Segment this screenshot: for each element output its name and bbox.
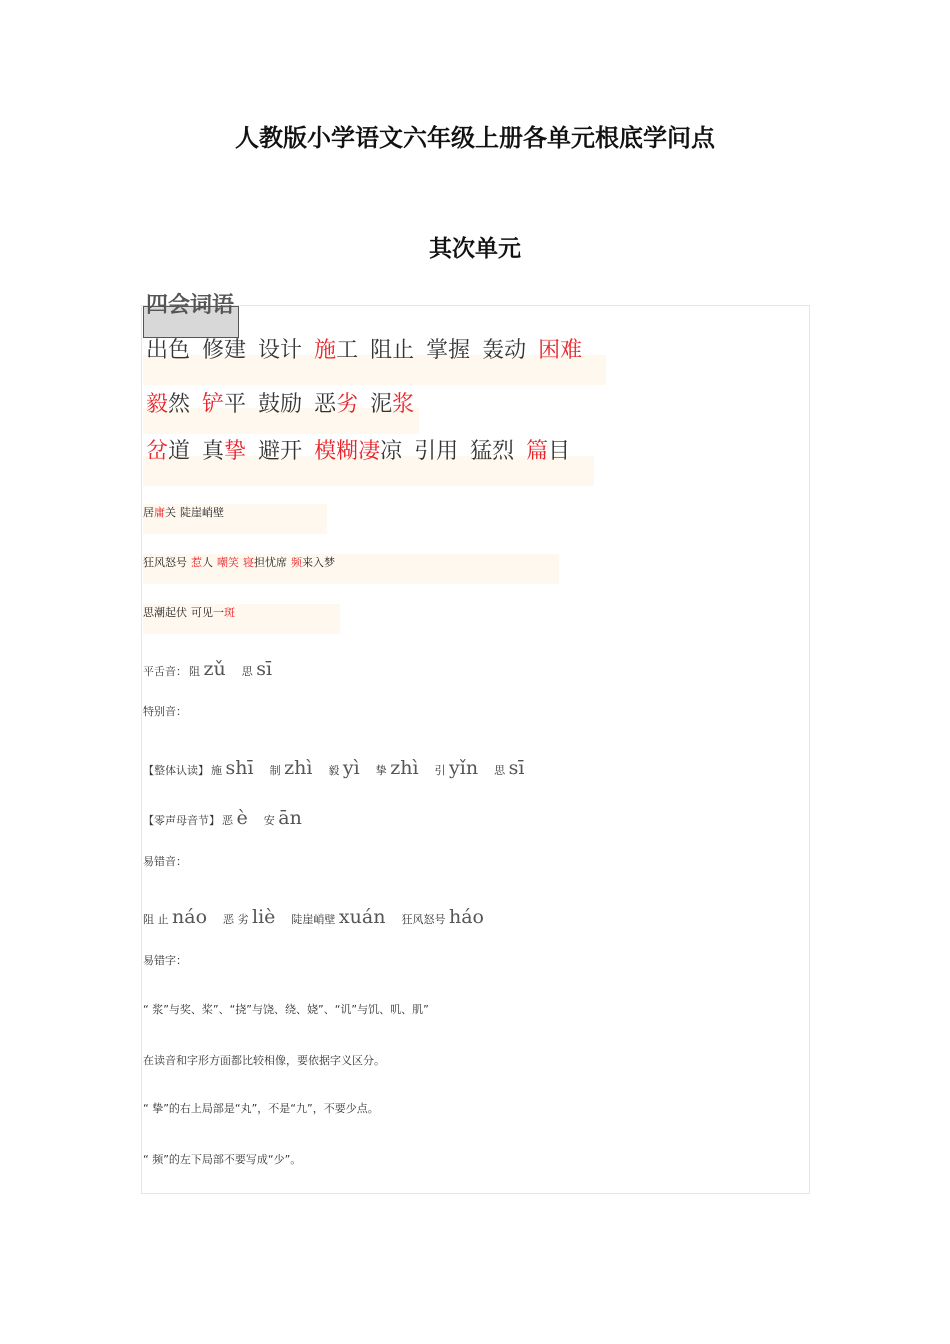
word-part: 猛烈 [470,439,515,464]
pinyin-reading: zhì [284,757,313,779]
word [482,338,526,363]
error-char-note-4: “ 频”的左下局部不要写成“少”。 [143,1153,302,1166]
word-part: 工 [336,338,359,363]
word [146,392,190,417]
error-sound-label: 易错音： [143,855,187,868]
word-part: 可见一 [191,606,224,619]
pinyin-reading: zhì [390,757,419,779]
word-key-char: 岔 [146,439,169,464]
phrase-row-3 [143,604,239,620]
pinyin-reading: háo [448,906,484,928]
word-key-char: 毅 [146,392,169,417]
pinyin-reading: yǐn [449,757,479,779]
word-key-char: 庸 [154,506,165,519]
pinyin-reading: liè [252,906,276,928]
word [217,556,239,569]
word [143,606,187,619]
pinyin-reading: náo [172,906,208,928]
pinyin-char: 施 [211,764,226,777]
word-part: 目 [548,439,571,464]
word-part: 引用 [414,439,459,464]
document-title: 人教版小学语文六年级上册各单元根底学问点 [235,123,715,152]
error-char-note-1: “ 浆”与奖、桨”、“挠”与饶、绕、娆”、“讥”与饥、叽、肌” [143,1003,429,1016]
pinyin-reading: sī [256,658,273,680]
error-char-note-3: “ 挚”的右上局部是“丸”，不是“九”，不要少点。 [143,1102,379,1115]
word-part: 狂风怒号 [143,556,187,569]
word [314,392,358,417]
word [538,338,582,363]
word [291,556,335,569]
word-key-char: 嘲笑 [217,556,239,569]
word [243,556,287,569]
error-sound-line [143,906,500,928]
pinyin-reading: yì [342,757,360,779]
phrase-row-2 [143,554,339,570]
pinyin-char: 恶 劣 [223,913,253,926]
word [202,338,246,363]
pinyin-char: 安 [263,814,279,827]
word [370,392,414,417]
word [426,338,470,363]
section-heading: 四会词语 [146,292,235,318]
vocab-row-3 [146,434,582,465]
whole-syllable-line [143,757,540,779]
special-sound-label: 特别音： [143,705,187,718]
pinyin-char: 引 [434,764,450,777]
pinyin-char: 狂风怒号 [401,913,449,926]
flat-tongue-line [143,658,288,680]
pinyin-char: 阻 [189,665,204,678]
word [314,338,358,363]
word-part: 设计 [258,338,303,363]
word-part: 然 [168,392,191,417]
word-part: 修建 [202,338,247,363]
pinyin-char: 思 [494,764,509,777]
word-part: 人 [202,556,213,569]
pinyin-reading: xuán [338,906,386,928]
word [370,338,414,363]
word-part: 避开 [258,439,303,464]
pinyin-char: 毅 [328,764,343,777]
word [143,506,176,519]
error-char-label: 易错字： [143,954,187,967]
word [526,439,570,464]
error-char-note-2: 在读音和字形方面都比较相像，要依据字义区分。 [143,1054,385,1067]
word [414,439,458,464]
word-part: 道 [168,439,191,464]
word [202,439,246,464]
word-part: 鼓励 [258,392,303,417]
word [258,338,302,363]
word [470,439,514,464]
word-part: 陡崖峭壁 [180,506,224,519]
word-key-char: 惹 [191,556,202,569]
pinyin-char: 阻 止 [143,913,172,926]
pinyin-label: 【零声母音节】 [143,814,220,827]
pinyin-char: 恶 [222,814,237,827]
word-part: 关 [165,506,176,519]
word-key-char: 困难 [538,338,583,363]
pinyin-reading: shī [225,757,254,779]
pinyin-char: 制 [269,764,285,777]
word-part: 居 [143,506,154,519]
word-key-char: 铲 [202,392,225,417]
word-part: 来入梦 [302,556,335,569]
word-key-char: 篇 [526,439,549,464]
word [180,506,224,519]
word-key-char: 浆 [392,392,415,417]
word-part: 掌握 [426,338,471,363]
pinyin-char: 思 [241,665,257,678]
word-part: 轰动 [482,338,527,363]
pinyin-reading: zǔ [203,658,226,680]
word-key-char: 寝 [243,556,254,569]
vocab-row-2 [146,387,426,418]
pinyin-reading: sī [508,757,525,779]
word-part: 泥 [370,392,393,417]
pinyin-reading: è [236,807,248,829]
word-key-char: 频 [291,556,302,569]
word [202,392,246,417]
word [258,392,302,417]
word-part: 出色 [146,338,191,363]
word-part: 平 [224,392,247,417]
word [314,439,402,464]
unit-title: 其次单元 [429,235,521,262]
word-part: 凉 [380,439,403,464]
word [258,439,302,464]
word [191,556,213,569]
word-part: 阻止 [370,338,415,363]
word [191,606,235,619]
word-key-char: 劣 [336,392,359,417]
pinyin-reading: ān [278,807,302,829]
zero-initial-line [143,807,318,829]
word-part: 真 [202,439,225,464]
word-key-char: 施 [314,338,337,363]
word-key-char: 模糊凄 [314,439,381,464]
pinyin-label: 【整体认读】 [143,764,209,777]
word-part: 担忧席 [254,556,287,569]
word-key-char: 斑 [224,606,235,619]
vocab-row-1 [146,333,594,364]
word-part: 思潮起伏 [143,606,187,619]
word-key-char: 挚 [224,439,247,464]
word [143,556,187,569]
word [146,338,190,363]
phrase-row-1 [143,504,228,520]
word [146,439,190,464]
pinyin-char: 挚 [375,764,391,777]
pinyin-label: 平舌音： [143,665,187,678]
pinyin-char: 陡崖峭壁 [291,913,339,926]
word-part: 恶 [314,392,337,417]
